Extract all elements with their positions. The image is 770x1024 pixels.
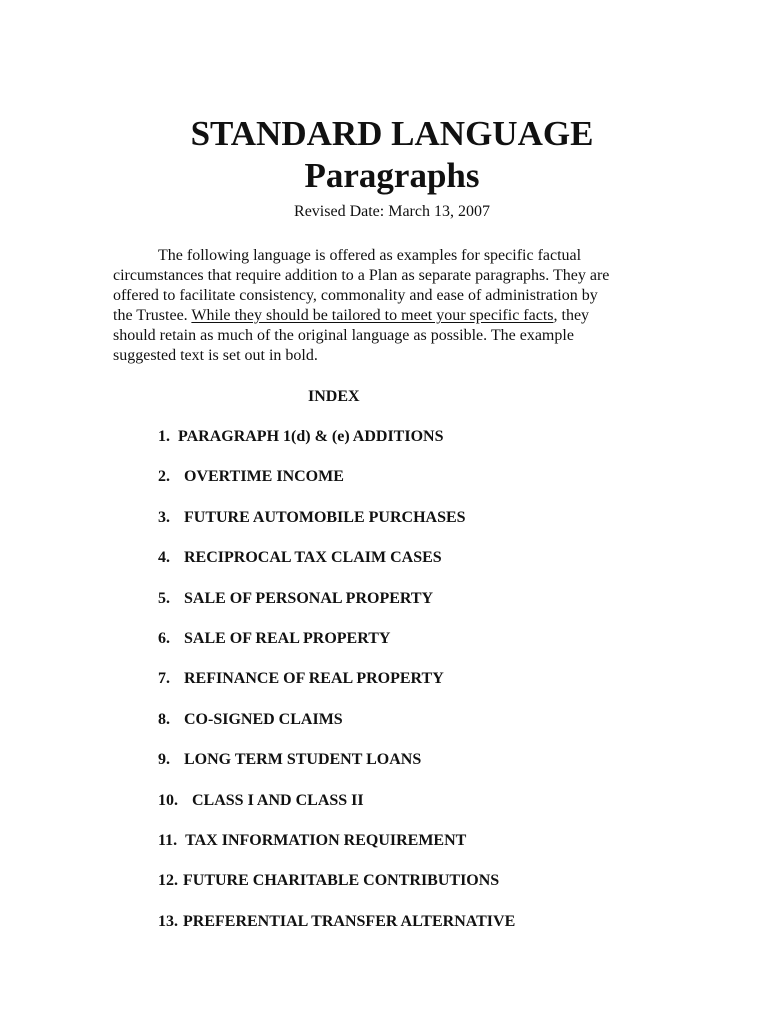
- index-label: LONG TERM STUDENT LOANS: [184, 751, 422, 769]
- index-label: CLASS I AND CLASS II: [192, 791, 364, 809]
- index-label: REFINANCE OF REAL PROPERTY: [184, 670, 444, 688]
- index-label: CO-SIGNED CLAIMS: [184, 710, 343, 728]
- index-number: 7.: [158, 670, 170, 688]
- intro-line: offered to facilitate consistency, commonality and ease of administration by: [113, 287, 598, 304]
- index-number: 9.: [158, 751, 170, 769]
- intro-line: The following language is offered as examples for specific factual: [158, 247, 582, 264]
- index-number: 1.: [158, 428, 170, 445]
- index-number: 8.: [158, 710, 170, 728]
- intro-underlined-text: While they should be tailored to meet your specific facts: [191, 307, 554, 324]
- revised-date: Revised Date: March 13, 2007: [294, 203, 490, 220]
- index-label: OVERTIME INCOME: [184, 468, 344, 486]
- index-item: [158, 831, 515, 871]
- index-number: 3.: [158, 508, 170, 526]
- index-number: 2.: [158, 468, 170, 486]
- index-number: 4.: [158, 549, 170, 567]
- index-label: FUTURE CHARITABLE CONTRIBUTIONS: [183, 872, 500, 890]
- index-number: 6.: [158, 629, 170, 647]
- index-list: [158, 427, 515, 952]
- index-item: [158, 871, 515, 911]
- index-number: 11.: [158, 831, 178, 849]
- index-item: [158, 629, 515, 669]
- index-item: [158, 750, 515, 790]
- index-number: 10.: [158, 791, 178, 809]
- index-label: PARAGRAPH 1(d) & (e) ADDITIONS: [178, 428, 444, 445]
- index-number: 12.: [158, 872, 178, 890]
- intro-text: , they: [553, 307, 590, 324]
- index-item: [158, 427, 515, 467]
- intro-paragraph: [113, 246, 673, 366]
- index-item: [158, 589, 515, 629]
- index-label: FUTURE AUTOMOBILE PURCHASES: [184, 508, 466, 526]
- intro-text: the Trustee.: [113, 307, 192, 324]
- document-subtitle: Paragraphs: [304, 156, 480, 195]
- index-label: SALE OF REAL PROPERTY: [184, 629, 391, 647]
- intro-line: suggested text is set out in bold.: [113, 347, 318, 364]
- index-label: RECIPROCAL TAX CLAIM CASES: [184, 549, 442, 567]
- index-label: TAX INFORMATION REQUIREMENT: [185, 831, 467, 849]
- index-heading: INDEX: [308, 388, 360, 405]
- intro-line: circumstances that require addition to a Plan as separate paragraphs. They are: [113, 267, 610, 284]
- index-number: 5.: [158, 589, 170, 607]
- index-item: [158, 467, 515, 507]
- index-number: 13.: [158, 912, 178, 930]
- index-label: PREFERENTIAL TRANSFER ALTERNATIVE: [183, 912, 516, 930]
- index-label: SALE OF PERSONAL PROPERTY: [184, 589, 434, 607]
- document-title: STANDARD LANGUAGE: [190, 114, 594, 153]
- index-item: [158, 508, 515, 548]
- intro-line: should retain as much of the original language as possible. The example: [113, 327, 574, 344]
- index-item: [158, 912, 515, 952]
- intro-line: [113, 306, 673, 326]
- index-item: [158, 669, 515, 709]
- index-item: [158, 791, 515, 831]
- index-item: [158, 548, 515, 588]
- index-item: [158, 710, 515, 750]
